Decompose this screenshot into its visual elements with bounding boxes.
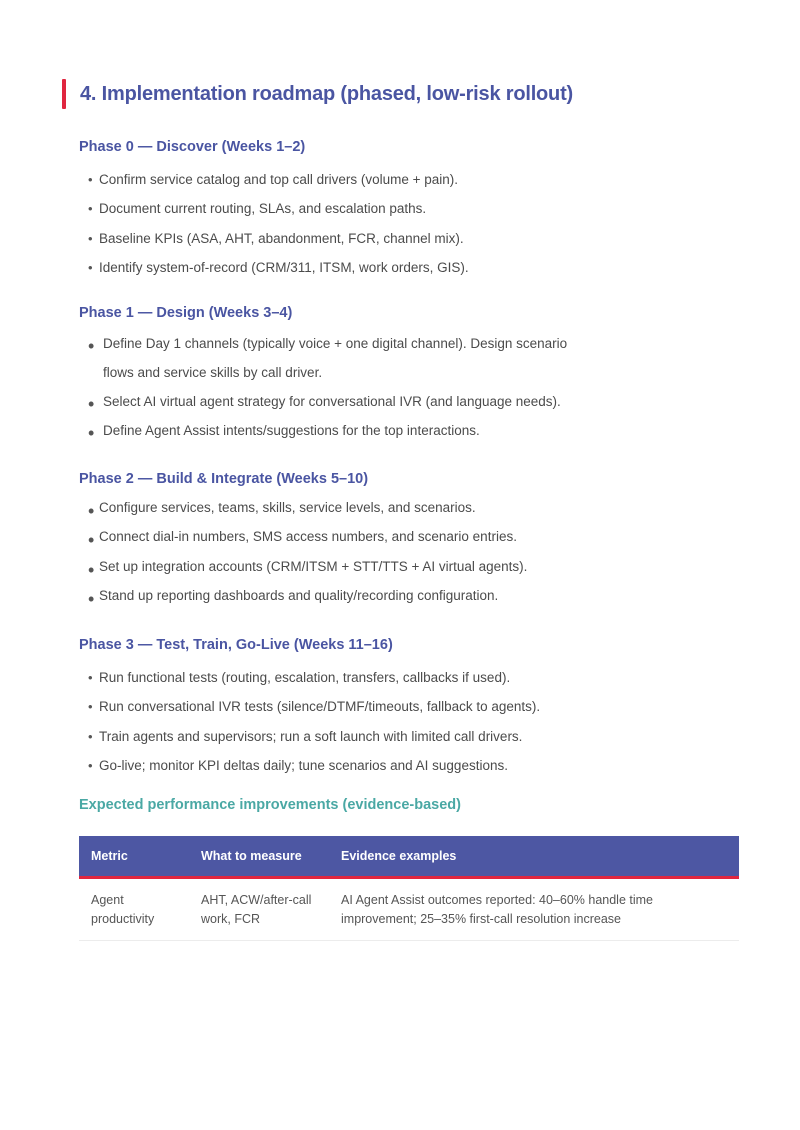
column-header-metric: Metric <box>79 836 189 878</box>
table-cell-measure: AHT, ACW/after-call work, FCR <box>189 878 329 941</box>
phase-1-title: Phase 1 — Design (Weeks 3–4) <box>79 305 293 321</box>
list-item: • Select AI virtual agent strategy for conversational IVR (and language needs). <box>88 387 759 416</box>
bullet-dot-icon: • <box>88 757 93 773</box>
phase-3-title: Phase 3 — Test, Train, Go-Live (Weeks 11–16) <box>79 637 393 653</box>
list-item: • Baseline KPIs (ASA, AHT, abandonment, FCR, channel mix). <box>88 224 759 253</box>
bullet-dot-icon: • <box>88 172 93 187</box>
phase-0 <box>79 138 759 282</box>
bullet-dot-icon: • <box>88 336 95 356</box>
phase-0-list <box>79 165 759 282</box>
table-cell-evidence: AI Agent Assist outcomes reported: 40–60% handle time improvement; 25–35% first-call resolution increase <box>329 878 739 941</box>
bullet-dot-icon: • <box>88 670 93 685</box>
list-item: • Document current routing, SLAs, and escalation paths. <box>88 194 759 223</box>
bullet-dot-icon: • <box>88 588 95 609</box>
list-item: • Identify system-of-record (CRM/311, ITSM, work orders, GIS). <box>88 253 759 282</box>
bullet-dot-icon: • <box>88 394 95 414</box>
heading-accent-bar <box>62 79 66 109</box>
performance-table <box>79 836 739 941</box>
list-item: • Confirm service catalog and top call drivers (volume + pain). <box>88 165 759 194</box>
bullet-dot-icon: • <box>88 230 93 246</box>
phase-3 <box>79 636 759 780</box>
table-cell-metric: Agent productivity <box>79 878 189 941</box>
metrics-table <box>79 836 739 941</box>
list-item: • Run conversational IVR tests (silence/DTMF/timeouts, fallback to agents). <box>88 692 759 721</box>
table-row <box>79 878 739 941</box>
bullet-dot-icon: • <box>88 201 93 217</box>
bullet-dot-icon: • <box>88 699 93 715</box>
list-item: • Run functional tests (routing, escalation, transfers, callbacks if used). <box>88 663 759 692</box>
section-heading <box>62 78 573 110</box>
list-item: • Train agents and supervisors; run a soft launch with limited call drivers. <box>88 722 759 751</box>
list-item: • Configure services, teams, skills, service levels, and scenarios. <box>88 493 759 522</box>
list-item: • Set up integration accounts (CRM/ITSM + STT/TTS + AI virtual agents). <box>88 552 759 581</box>
performance-title: Expected performance improvements (evidence-based) <box>79 797 461 813</box>
table-header-row <box>79 836 739 878</box>
phase-1 <box>79 304 759 445</box>
column-header-what-to-measure: What to measure <box>189 836 329 878</box>
column-header-evidence: Evidence examples <box>329 836 739 878</box>
phase-3-list <box>79 663 759 780</box>
list-item: • Stand up reporting dashboards and quality/recording configuration. <box>88 581 759 610</box>
list-item: • Go-live; monitor KPI deltas daily; tune scenarios and AI suggestions. <box>88 751 759 780</box>
list-item: • Connect dial-in numbers, SMS access numbers, and scenario entries. <box>88 522 759 551</box>
bullet-dot-icon: • <box>88 259 93 275</box>
bullet-dot-icon: • <box>88 423 95 443</box>
phase-2-title: Phase 2 — Build & Integrate (Weeks 5–10) <box>79 471 369 487</box>
section-title: 4. Implementation roadmap (phased, low-risk rollout) <box>80 82 573 105</box>
phase-2-list <box>79 493 759 610</box>
phase-2 <box>79 470 759 610</box>
phase-0-title: Phase 0 — Discover (Weeks 1–2) <box>79 139 306 155</box>
phase-1-list <box>79 329 759 445</box>
bullet-dot-icon: • <box>88 728 93 744</box>
bullet-dot-icon: • <box>88 501 95 521</box>
list-item: • Define Agent Assist intents/suggestions for the top interactions. <box>88 416 759 445</box>
list-item: • Define Day 1 channels (typically voice + one digital channel). Design scenario flows and service skills by call driver. <box>88 329 759 387</box>
bullet-dot-icon: • <box>88 530 95 551</box>
bullet-dot-icon: • <box>88 559 95 580</box>
